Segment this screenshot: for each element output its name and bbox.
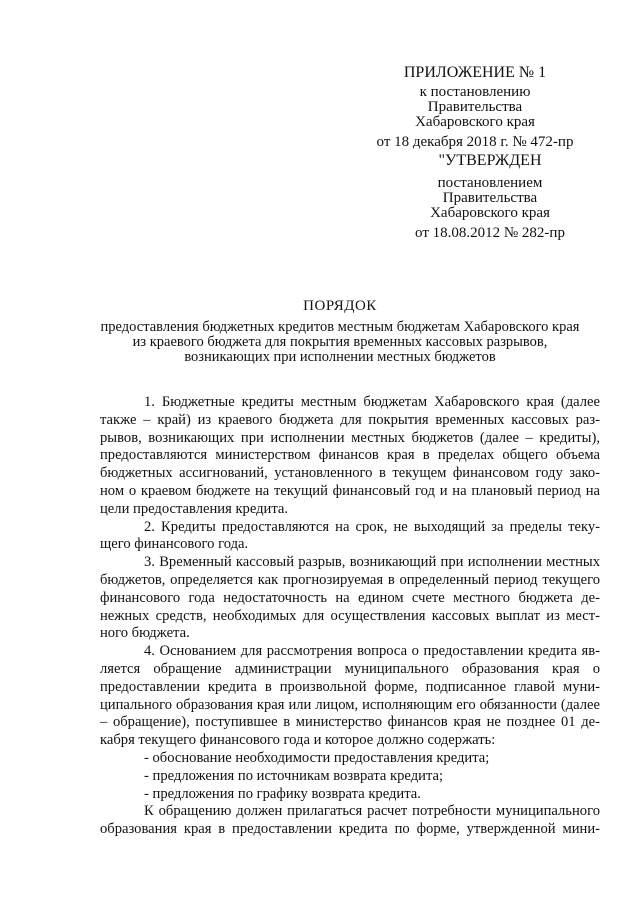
body-line: цели предоставления кредита. <box>100 500 289 517</box>
approved-line-1: постановлением <box>437 175 543 191</box>
body-line: предоставляются министерством финансов края в пределах общего объема <box>100 447 600 464</box>
body-line: 2. Кредиты предоставляются на срок, не выходящий за пределы теку- <box>144 518 600 535</box>
appendix-line-4: от 18 декабря 2018 г. № 472-пр <box>376 134 574 150</box>
body-line: кабря текущего финансового года и которое должно содержать: <box>100 732 496 749</box>
approved-block <box>385 152 595 241</box>
body-line: - обоснование необходимости предоставления кредита; <box>144 749 490 766</box>
body-line: – обращение), поступившее в министерство финансов края не позднее 01 де- <box>100 714 600 731</box>
appendix-block <box>360 64 590 150</box>
body-line: 4. Основанием для рассмотрения вопроса о предоставлении кредита яв- <box>144 643 600 660</box>
body-line: финансового года недостаточность на едином счете местного бюджета де- <box>100 589 600 606</box>
body-line: - предложения по графику возврата кредита. <box>144 785 421 802</box>
body-line: образования края в предоставлении кредита по форме, утвержденной мини- <box>100 821 600 838</box>
subtitle-line: предоставления бюджетных кредитов местным бюджетам Хабаровского края <box>100 319 580 335</box>
approved-line-2: Правительства <box>442 190 538 206</box>
body-line: бюджетов, определяется как прогнозируемая в определенный период текущего <box>100 571 600 588</box>
document-title: ПОРЯДОК <box>303 298 377 314</box>
body-line: ном о краевом бюджете на текущий финансовый год и на плановый период на <box>100 482 600 499</box>
appendix-title: ПРИЛОЖЕНИЕ № 1 <box>403 64 547 81</box>
body-line: щего финансового года. <box>100 536 249 553</box>
body-line: предоставлении кредита в произвольной форме, подписанное главой муни- <box>100 678 600 695</box>
appendix-line-1: к постановлению <box>419 84 531 100</box>
body-line: ципального образования края или лицом, исполняющим его обязанности (далее <box>100 696 600 713</box>
body-line: также – край) из краевого бюджета для покрытия временных кассовых раз- <box>100 411 600 428</box>
approved-line-4: от 18.08.2012 № 282-пр <box>415 225 565 241</box>
body-line: К обращению должен прилагаться расчет потребности муниципального <box>144 803 600 820</box>
document-subtitle <box>95 320 585 365</box>
body-line: - предложения по источникам возврата кредита; <box>144 767 444 784</box>
subtitle-line: возникающих при исполнении местных бюджетов <box>184 349 496 365</box>
body-line: ляется обращение администрации муниципального образования края о <box>100 660 600 677</box>
body-line: бюджетных ассигнований, установленного в текущем финансовом году зако- <box>100 465 600 482</box>
approved-head: "УТВЕРЖДЕН <box>438 152 542 169</box>
subtitle-line: из краевого бюджета для покрытия временных кассовых разрывов, <box>132 334 548 350</box>
appendix-line-3: Хабаровского края <box>415 114 535 130</box>
body-line: ного бюджета. <box>100 625 190 642</box>
appendix-line-2: Правительства <box>427 99 523 115</box>
body-line: рывов, возникающих при исполнении местных бюджетов (далее – кредиты), <box>100 429 600 446</box>
approved-line-3: Хабаровского края <box>430 205 550 221</box>
body-line: нежных средств, необходимых для осуществления кассовых выплат из мест- <box>100 607 600 624</box>
body-line: 3. Временный кассовый разрыв, возникающий при исполнении местных <box>144 554 600 571</box>
body-line: 1. Бюджетные кредиты местным бюджетам Хабаровского края (далее <box>144 394 600 410</box>
document-body <box>100 394 600 839</box>
